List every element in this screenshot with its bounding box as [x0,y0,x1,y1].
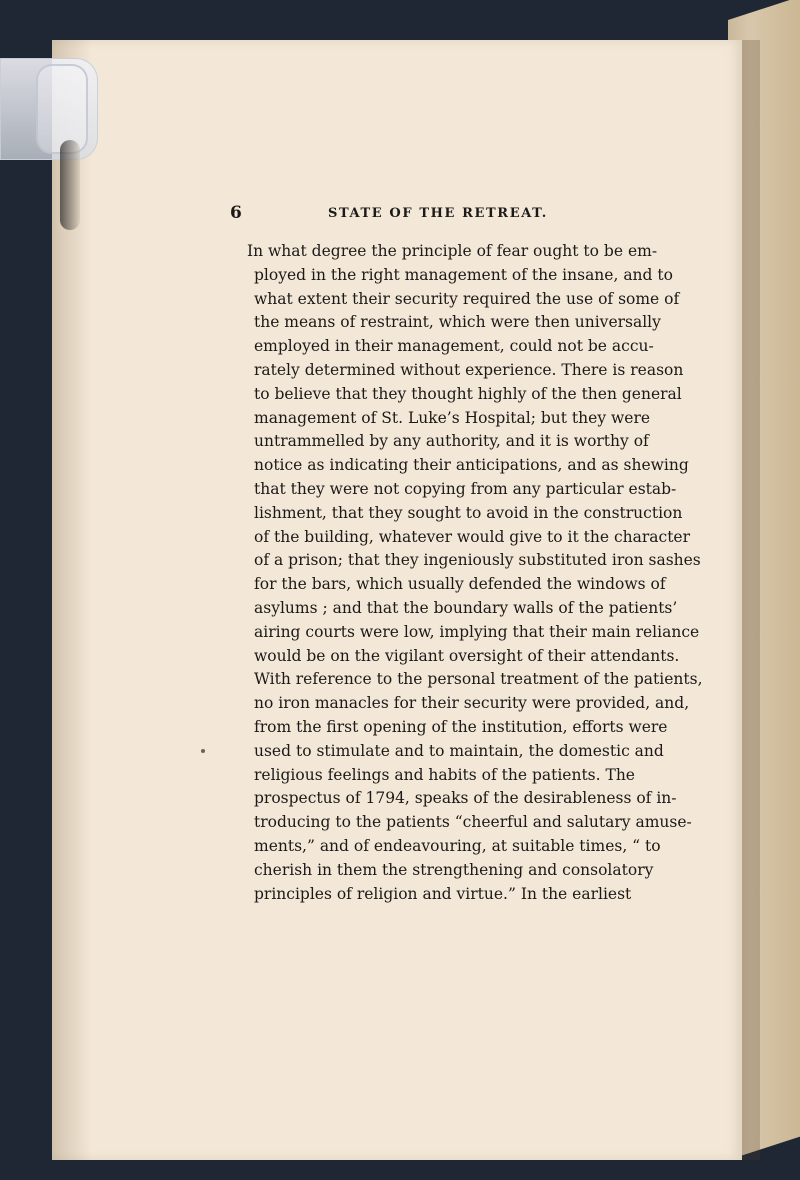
running-head: STATE OF THE RETREAT. [328,206,548,221]
text-line: management of St. Luke’s Hospital; but they were [254,408,651,427]
text-line: the means of restraint, which were then universally [254,313,661,332]
text-line: With reference to the personal treatment of the patients, [254,670,703,689]
text-line: employed in their management, could not be accu- [254,337,654,356]
binding-strip [60,140,80,230]
text-line: cherish in them the strengthening and consolatory [254,860,654,879]
text-line: religious feelings and habits of the patients. The [254,765,635,784]
text-line: notice as indicating their anticipations, and as shewing [254,456,689,475]
body-text [247,240,703,906]
text-line: for the bars, which usually defended the windows of [254,575,666,594]
text-line: no iron manacles for their security were provided, and, [254,694,690,713]
clip-loop [36,64,88,154]
text-line: troducing to the patients “cheerful and salutary amuse- [254,813,692,832]
text-line: In what degree the principle of fear ought to be em- [247,242,658,260]
text-line: airing courts were low, implying that their main reliance [254,622,700,641]
text-line: lishment, that they sought to avoid in the construction [254,503,683,522]
text-line: from the first opening of the institution, efforts were [254,717,668,736]
page-number: 6 [230,203,242,223]
text-line: of the building, whatever would give to it the character [254,527,691,546]
text-line: prospectus of 1794, speaks of the desirableness of in- [254,789,677,808]
page-header [230,203,630,231]
text-line: ployed in the right management of the insane, and to [254,265,673,284]
text-line: of a prison; that they ingeniously substituted iron sashes [254,551,701,570]
text-line: what extent their security required the use of some of [254,289,680,308]
text-line: to believe that they thought highly of the then general [254,384,682,403]
text-line: would be on the vigilant oversight of their attendants. [254,646,680,665]
text-line: principles of religion and virtue.” In the earliest [254,884,632,903]
margin-mark [201,749,205,753]
text-line: used to stimulate and to maintain, the domestic and [254,741,664,760]
text-line: ments,” and of endeavouring, at suitable times, “ to [254,836,661,855]
text-line: asylums ; and that the boundary walls of the patients’ [254,598,678,617]
text-line: rately determined without experience. There is reason [254,360,684,379]
text-line: untrammelled by any authority, and it is worthy of [254,432,649,451]
text-line: that they were not copying from any particular estab- [254,479,677,498]
